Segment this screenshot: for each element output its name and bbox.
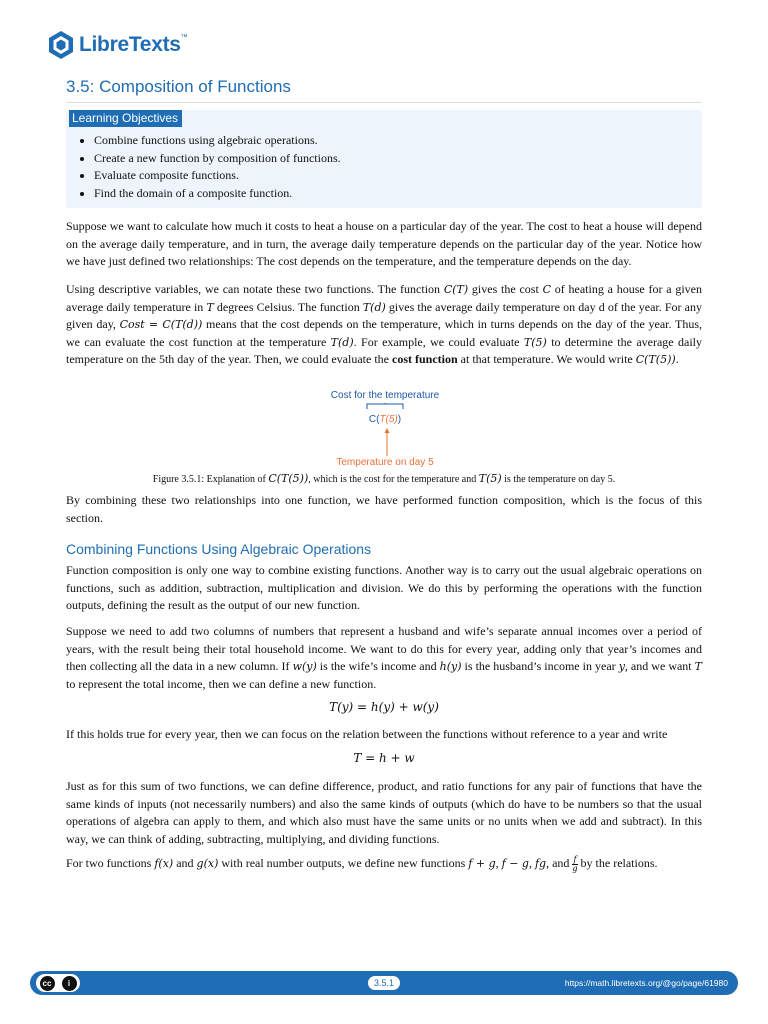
- math-expr: Cost = C(T(d)): [119, 318, 203, 331]
- text-run: , and: [546, 856, 573, 870]
- math-expr: C(T): [443, 283, 469, 296]
- page-footer: [30, 971, 738, 995]
- math-expr: C: [542, 283, 551, 296]
- text-run: Suppose we need to add two columns of numbers that represent a husband and wife’s separate annual incomes over a period of years, with the result being their total household income. We want to do this for every year, adding only that year’s incomes and then collecting all the data in a new column. If: [66, 624, 702, 673]
- paragraph-incomes: [66, 623, 702, 693]
- paragraph-combining: By combining these two relationships into one function, we have performed function composition, which is the focus of this section.: [66, 493, 702, 525]
- text-run: , and we want: [624, 659, 695, 673]
- math-expr: g(x): [196, 857, 219, 870]
- libretexts-logo-icon: [46, 30, 76, 60]
- bold-term: cost function: [392, 352, 458, 366]
- text-run: .: [675, 352, 679, 366]
- libretexts-logo[interactable]: [46, 28, 188, 62]
- math-expr: C(T(5)): [268, 472, 309, 485]
- figure-top-label: Cost for the temperature: [330, 390, 440, 401]
- list-item: • Evaluate composite functions.: [94, 167, 341, 185]
- figure-composition-diagram: [320, 388, 450, 470]
- math-expr: y: [618, 660, 625, 673]
- list-item: • Find the domain of a composite function.: [94, 185, 341, 203]
- figure-expr-outer: C(: [368, 414, 380, 425]
- math-expr: T(d): [330, 335, 354, 349]
- fraction-denominator: g: [572, 863, 578, 873]
- text-run: Figure 3.5.1: Explanation of: [152, 474, 269, 485]
- paragraph-two-functions: [66, 855, 702, 873]
- equation-total-income: T(y) = h(y) + w(y): [329, 700, 439, 714]
- paragraph-operations: Just as for this sum of two functions, we can define difference, product, and ratio functions for any pair of functions that have the same kinds of inputs (not necessarily numbers) and also the same kinds of outputs (which do have to be numbers so that the usual operations of algebra can apply to them, and which also must have the same units or no units when we add and subtract). In this way, we can think of adding, subtracting, multiplying, and dividing functions.: [66, 779, 702, 846]
- math-expr: T: [206, 300, 214, 314]
- cc-license-badge[interactable]: [36, 974, 80, 992]
- text-run: Using descriptive variables, we can notate these two functions. The function: [66, 282, 444, 296]
- figure-expression: [320, 414, 450, 425]
- text-run: at that temperature. We would write: [457, 352, 636, 366]
- math-expr: T(d): [362, 300, 386, 314]
- figure-brace-arrow: [320, 403, 450, 463]
- equation-sum: T = h + w: [353, 751, 415, 765]
- math-expr: C(T(5)): [635, 353, 676, 366]
- math-expr: fg: [534, 857, 547, 870]
- fraction-numerator: f: [573, 854, 577, 864]
- figure-expr-inner: T(5): [379, 414, 398, 425]
- text-run: is the wife’s income and: [316, 659, 440, 673]
- text-run: and: [173, 856, 197, 870]
- math-expr: f − g: [501, 857, 529, 870]
- text-run: degrees Celsius. The function: [213, 299, 363, 314]
- text-run: with real number outputs, we define new functions: [218, 856, 469, 870]
- text-run: gives the average daily temperature on day d of the year. For any given day,: [66, 299, 702, 331]
- text-run: means that the cost depends on the temperature, which in turns depends on the day of the year. Thus, we can evaluate the cost function at the temperature: [66, 317, 702, 349]
- paragraph-intro: Suppose we want to calculate how much it costs to heat a house on a particular day of the year. The cost to heat a house will depend on the average daily temperature, and in turn, the average daily temperature depends on the particular day of the year. Notice how we have just defined two relationships: The cost depends on the temperature, and the temperature depends on the day.: [66, 219, 702, 268]
- text-run: of heating a house for a given average daily temperature in: [66, 282, 702, 314]
- text-run: For two functions: [66, 856, 155, 870]
- figure-caption: [66, 472, 702, 485]
- text-run: . For example, we could evaluate: [353, 334, 524, 349]
- paragraph-function-composition: Function composition is only one way to combine existing functions. Another way is to carry out the usual algebraic operations on functions, such as addition, subtraction, multiplication and division. We do this by performing the operations with the function outputs, defining the result as the output of our new function.: [66, 563, 702, 612]
- figure-expr-outer-close: ): [397, 414, 402, 425]
- math-expr: h(y): [439, 660, 462, 673]
- title-divider: [66, 102, 702, 103]
- math-expr: f(x): [154, 857, 174, 870]
- learning-objectives-list: [80, 132, 341, 202]
- list-item: • Combine functions using algebraic operations.: [94, 132, 341, 150]
- math-expr: f + g: [468, 857, 496, 870]
- brand-name: LibreTexts: [79, 33, 181, 56]
- text-run: , which is the cost for the temperature and: [308, 474, 479, 485]
- figure-bottom-label: Temperature on day 5: [336, 457, 434, 468]
- page-number: 3.5.1: [368, 976, 400, 990]
- attribution-icon: i: [62, 976, 77, 991]
- page-url-link[interactable]: https://math.libretexts.org/@go/page/61980: [564, 978, 728, 988]
- text-run: is the temperature on day 5.: [501, 474, 616, 485]
- learning-objectives-label: Learning Objectives: [69, 110, 182, 127]
- text-run: ,: [528, 856, 535, 870]
- page-title: 3.5: Composition of Functions: [66, 77, 291, 96]
- text-run: gives the cost: [468, 282, 543, 296]
- cc-icon: cc: [40, 976, 55, 991]
- section-heading: Combining Functions Using Algebraic Operations: [66, 541, 372, 557]
- paragraph-every-year: If this holds true for every year, then we can focus on the relation between the functions without reference to a year and write: [66, 727, 668, 741]
- math-expr: T: [694, 660, 703, 673]
- learning-objectives-box: [66, 110, 702, 208]
- brand-trademark: ™: [180, 34, 188, 41]
- text-run: is the husband’s income in year: [461, 659, 619, 673]
- text-run: to represent the total income, then we can define a new function.: [66, 676, 377, 691]
- text-run: to determine the average daily temperature on the 5th day of the year. Then, we could evaluate the: [66, 334, 702, 366]
- text-run: ,: [495, 856, 502, 870]
- math-expr: w(y): [292, 660, 317, 673]
- math-expr: T(5): [478, 472, 502, 485]
- paragraph-descriptive-variables: [66, 281, 702, 369]
- list-item: • Create a new function by composition of functions.: [94, 150, 341, 168]
- math-expr: T(5): [523, 335, 547, 349]
- text-run: by the relations.: [577, 856, 658, 870]
